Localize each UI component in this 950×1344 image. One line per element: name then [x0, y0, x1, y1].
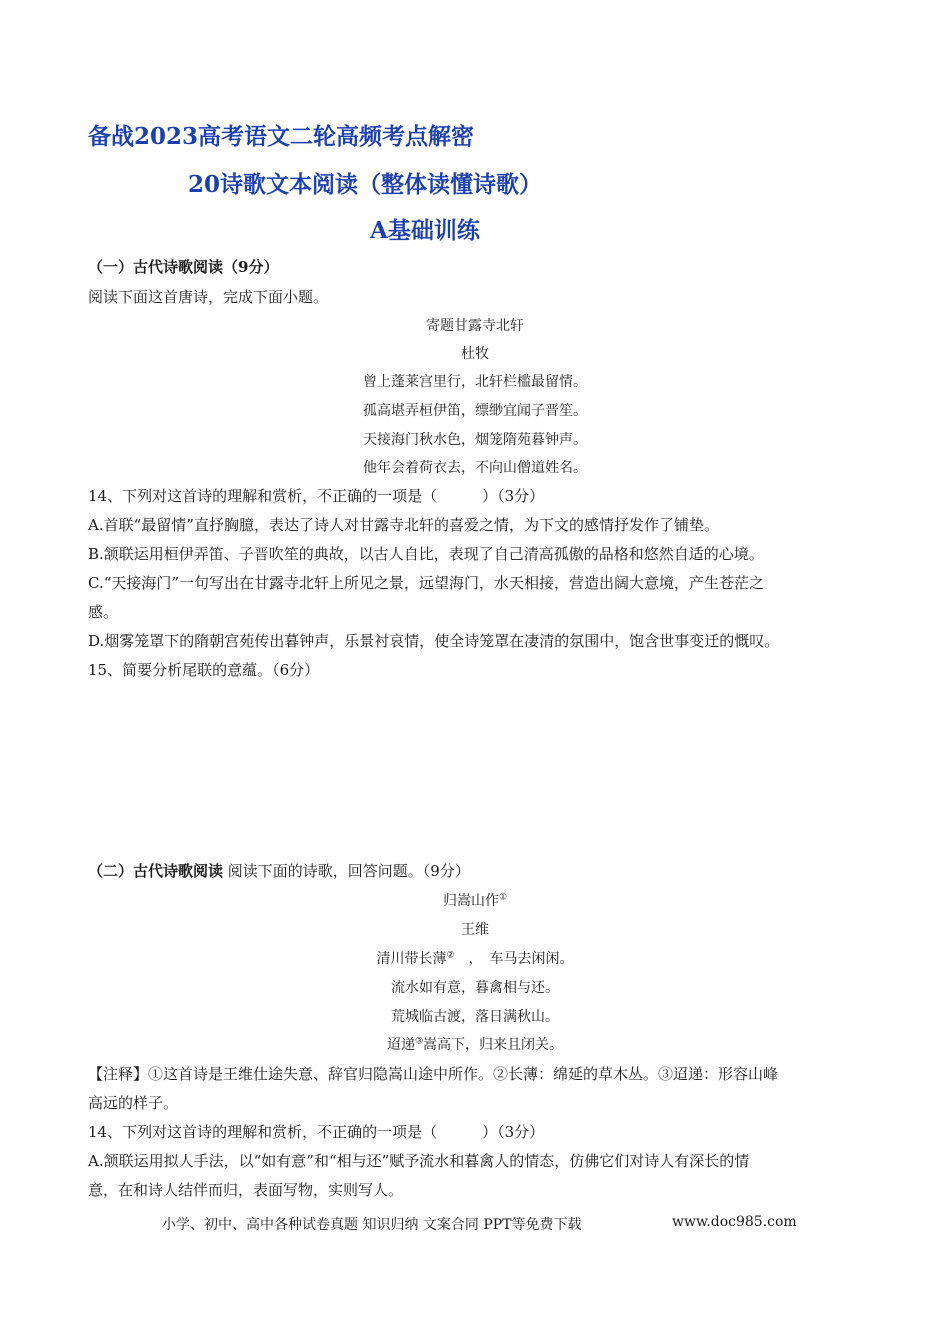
question-14: 14、下列对这首诗的理解和赏析，不正确的一项是（ ）（3分） [88, 1123, 545, 1141]
poem2-line: 流水如有意，暮禽相与还。 [391, 980, 559, 996]
poem2-line-text: 迢递 [386, 1037, 415, 1053]
poem2-line [0, 1034, 950, 1054]
part2-heading: （二）古代诗歌阅读 [88, 862, 224, 880]
poem2-line [0, 948, 950, 968]
annotation: 【注释】①这首诗是王维仕途失意、辞官归隐嵩山途中所作。②长薄：绵延的草木丛。③迢递：形容山峰 [88, 1065, 779, 1083]
footnote-marker: ③ [414, 1036, 424, 1047]
poem1-line: 他年会着荷衣去，不向山僧道姓名。 [363, 460, 587, 476]
option-b: B.颔联运用桓伊弄笛、子晋吹笙的典故，以古人自比，表现了自己清高孤傲的品格和悠然自适的心境。 [88, 545, 764, 563]
question-15: 15、简要分析尾联的意蕴。（6分） [88, 661, 320, 679]
footer-link[interactable]: www.doc985.com [672, 1214, 797, 1230]
poem1-title: 寄题甘露寺北轩 [426, 318, 524, 334]
question-14: 14、下列对这首诗的理解和赏析，不正确的一项是（ ）（3分） [88, 487, 545, 505]
option-a: A.首联“最留情”直抒胸臆，表达了诗人对甘露寺北轩的喜爱之情，为下文的感情抒发作了铺垫。 [88, 516, 719, 534]
part1-instruction: 阅读下面这首唐诗，完成下面小题。 [88, 288, 329, 306]
section-title: A基础训练 [370, 217, 480, 244]
poem2-author: 王维 [461, 922, 489, 938]
footnote-marker: ② [446, 950, 455, 961]
part2-heading-line [88, 860, 470, 881]
document-title: 备战2023高考语文二轮高频考点解密 [88, 123, 475, 150]
document-subtitle: 20诗歌文本阅读（整体读懂诗歌） [188, 171, 543, 198]
option-c: C.“天接海门”一句写出在甘露寺北轩上所见之景，远望海门，水天相接，营造出阔大意境，产生苍茫之 [88, 574, 765, 592]
annotation-continued: 高远的样子。 [88, 1094, 179, 1112]
poem1-line: 孤高堪弄桓伊笛，缥缈宜闻子晋笙。 [363, 403, 587, 419]
part1-heading: （一）古代诗歌阅读（9分） [88, 258, 279, 276]
poem2-title: 归嵩山作 [442, 893, 499, 909]
poem1-line: 天接海门秋水色，烟笼隋苑暮钟声。 [363, 432, 587, 448]
poem2-line-text: ， 车马去闲闲。 [454, 951, 574, 967]
poem1-line: 曾上蓬莱宫里行，北轩栏槛最留情。 [363, 374, 587, 390]
footnote-marker: ① [498, 892, 508, 903]
option-a: A.颔联运用拟人手法，以“如有意”和“相与还”赋予流水和暮禽人的情态，仿佛它们对诗人有深长的情 [88, 1152, 750, 1170]
option-d: D.烟雾笼罩下的隋朝宫苑传出暮钟声，乐景衬哀情，使全诗笼罩在凄清的氛围中，饱含世事变迁的慨叹。 [88, 632, 780, 650]
poem2-line-text: 嵩高下，归来且闭关。 [423, 1037, 564, 1053]
option-a-continued: 意，在和诗人结伴而归，表面写物，实则写人。 [88, 1181, 404, 1199]
poem2-line-text: 清川带长薄 [376, 951, 447, 967]
poem2-line: 荒城临古渡，落日满秋山。 [391, 1009, 559, 1025]
footer-text: 小学、初中、高中各种试卷真题 知识归纳 文案合同 PPT等免费下载 [162, 1217, 582, 1233]
poem2-title-line [0, 890, 950, 910]
part2-instruction: 阅读下面的诗歌，回答问题。（9分） [223, 862, 470, 880]
option-c-continued: 感。 [88, 603, 119, 621]
poem1-author: 杜牧 [461, 346, 489, 362]
